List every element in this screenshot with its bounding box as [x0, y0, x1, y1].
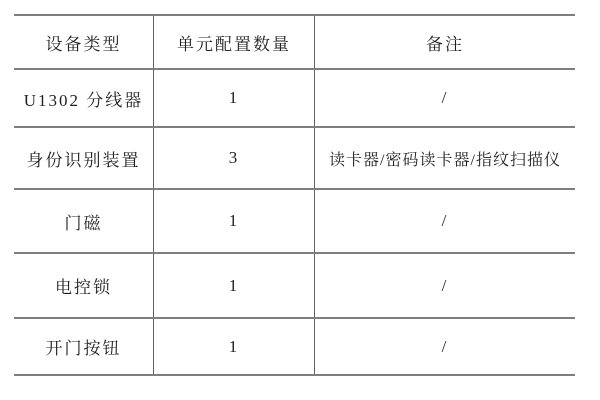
cell-quantity: 1 — [154, 190, 315, 252]
cell-device-type: U1302 分线器 — [14, 70, 154, 126]
cell-quantity: 1 — [154, 319, 315, 374]
cell-remark: / — [441, 88, 449, 107]
cell-device-type: 电控锁 — [14, 254, 154, 317]
header-device-type: 设备类型 — [14, 16, 154, 68]
cell-remark: 读卡器/密码读卡器/指纹扫描仪 — [329, 151, 561, 169]
table-row — [14, 319, 575, 374]
cell-remark: / — [441, 275, 449, 295]
table-row — [14, 128, 575, 190]
cell-remark: / — [441, 211, 449, 230]
header-unit-config-quantity: 单元配置数量 — [154, 16, 315, 68]
cell-quantity: 1 — [154, 70, 315, 126]
table-row — [14, 190, 575, 254]
cell-device-type: 门磁 — [14, 190, 154, 252]
table-row — [14, 254, 575, 319]
header-remarks: 备注 — [426, 34, 464, 54]
cell-device-type: 身份识别装置 — [14, 128, 154, 188]
cell-remark: / — [441, 336, 449, 356]
table-header-row — [14, 16, 575, 70]
cell-quantity: 1 — [154, 254, 315, 317]
equipment-config-table — [14, 14, 575, 376]
cell-quantity: 3 — [154, 128, 315, 188]
table-row — [14, 70, 575, 128]
cell-device-type: 开门按钮 — [14, 319, 154, 374]
